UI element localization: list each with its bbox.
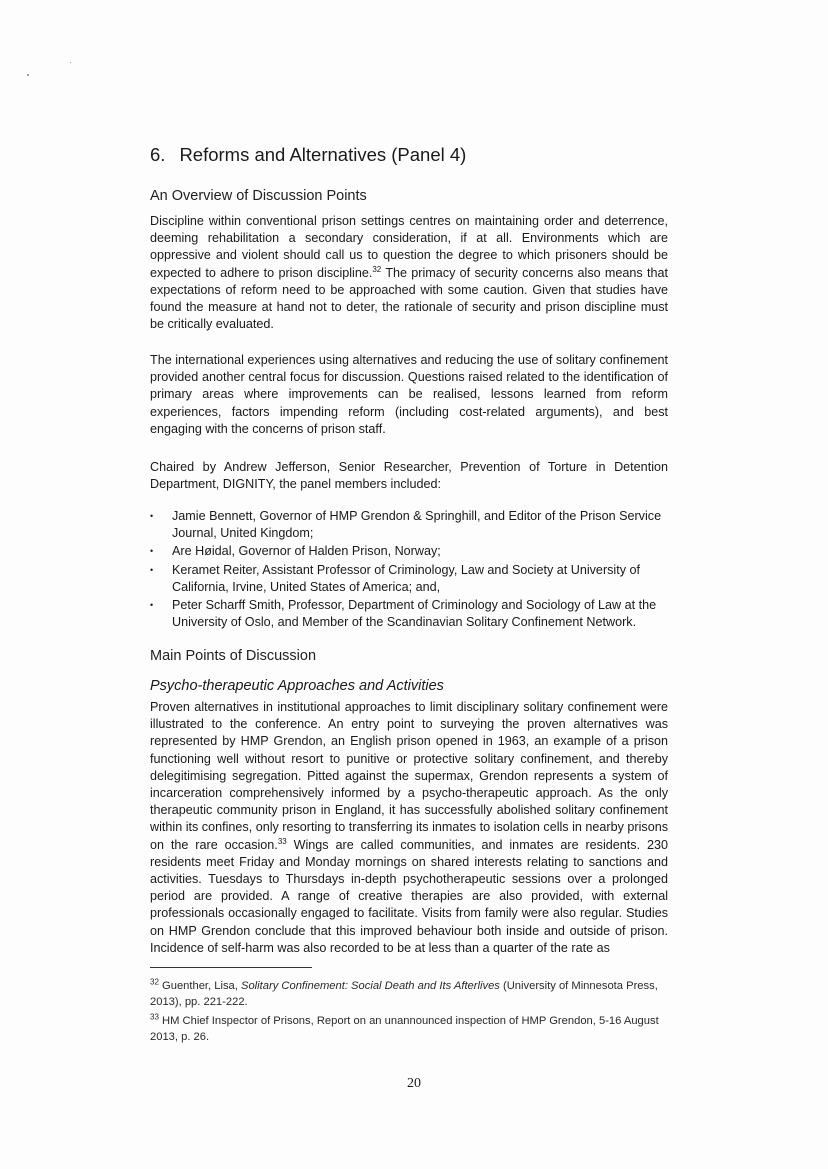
psycho-therapeutic-subheading: Psycho-therapeutic Approaches and Activities	[150, 678, 444, 694]
footnote-marker: 32	[150, 977, 159, 987]
scan-speck	[70, 62, 71, 63]
paragraph-text: Proven alternatives in institutional approaches to limit disciplinary solitary confinement were illustrated to the conference. An entry point to surveying the proven alternatives was represented by HMP Grendon, an English prison opened in 1963, an example of a prison functioning well without resort to punitive or protective solitary confinement, and thereby delegitimising segregation. Pitted against the supermax, Grendon represents a system of incarceration comprehensively informed by a psycho-therapeutic approach. As the only therapeutic community prison in England, it has successfully abolished solitary confinement within its confines, only resorting to transferring its inmates to isolation cells in nearby prisons on the rare occasion.	[150, 700, 668, 852]
footnote-book-title: Solitary Confinement: Social Death and Its Afterlives	[241, 980, 500, 992]
footnote-32	[150, 979, 660, 1010]
list-item: • Are Høidal, Governor of Halden Prison, Norway;	[150, 543, 668, 560]
paragraph-text: The primacy of security concerns also means that expectations of reform need to be approached with some caution. Given that studies have found the measure at hand not to deter, the rationale of security and prison discipline must be critically evaluated.	[150, 265, 668, 332]
footnote-text: Guenther, Lisa,	[158, 980, 241, 992]
panel-members-list	[150, 508, 668, 632]
footnote-ref-33: 33	[277, 836, 287, 846]
overview-heading: An Overview of Discussion Points	[150, 188, 367, 204]
overview-paragraph-1	[150, 213, 668, 333]
main-points-paragraph	[150, 699, 668, 957]
paragraph-text: Discipline within conventional prison settings centres on maintaining order and deterrence, deeming rehabilitation a secondary consideration, if at all. Environments which are oppressive and violent should call us to question the degree to which prisoners should be expected to adhere to prison discipline.	[150, 214, 668, 280]
list-item: • Keramet Reiter, Assistant Professor of Criminology, Law and Society at University of California, Irvine, United States of America; and,	[150, 562, 668, 596]
page-number: 20	[407, 1076, 421, 1091]
paragraph-text: Wings are called communities, and inmates are residents. 230 residents meet Friday and Monday mornings on shared interests relating to sanctions and activities. Tuesdays to Thursdays in-depth psychotherapeutic sessions over a prolonged period are provided. A range of creative therapies are also provided, with external professionals occasionally engaged to facilitate. Visits from family were also regular. Studies on HMP Grendon conclude that this improved behaviour both inside and outside of prison. Incidence of self-harm was also recorded to be at less than a quarter of the rate as	[150, 837, 668, 955]
footnote-marker: 33	[150, 1012, 159, 1022]
footnote-text: HM Chief Inspector of Prisons, Report on an unannounced inspection of HMP Grendon, 5-16 August 2013, p. 26.	[150, 1015, 659, 1043]
overview-paragraph-3: Chaired by Andrew Jefferson, Senior Researcher, Prevention of Torture in Detention Department, DIGNITY, the panel members included:	[150, 460, 668, 492]
overview-paragraph-2: The international experiences using alternatives and reducing the use of solitary confinement provided another central focus for discussion. Questions raised related to the identification of primary areas where improvements can be realised, lessons learned from reform experiences, factors impending reform (including cost-related arguments), and best engaging with the concerns of prison staff.	[150, 353, 668, 436]
footnote-33	[150, 1014, 660, 1045]
footnote-ref-32: 32	[372, 264, 382, 274]
footnote-divider	[150, 967, 312, 968]
scan-speck	[27, 74, 29, 76]
footnote-text: (University of Minnesota Press, 2013), pp. 221-222.	[150, 980, 658, 1008]
main-points-heading: Main Points of Discussion	[150, 648, 317, 664]
list-item: • Peter Scharff Smith, Professor, Department of Criminology and Sociology of Law at the University of Oslo, and Member of the Scandinavian Solitary Confinement Network.	[150, 597, 668, 631]
section-number: 6.	[150, 144, 166, 165]
section-heading	[150, 144, 466, 166]
list-item: • Jamie Bennett, Governor of HMP Grendon & Springhill, and Editor of the Prison Service Journal, United Kingdom;	[150, 508, 668, 542]
section-title: Reforms and Alternatives (Panel 4)	[179, 144, 467, 165]
